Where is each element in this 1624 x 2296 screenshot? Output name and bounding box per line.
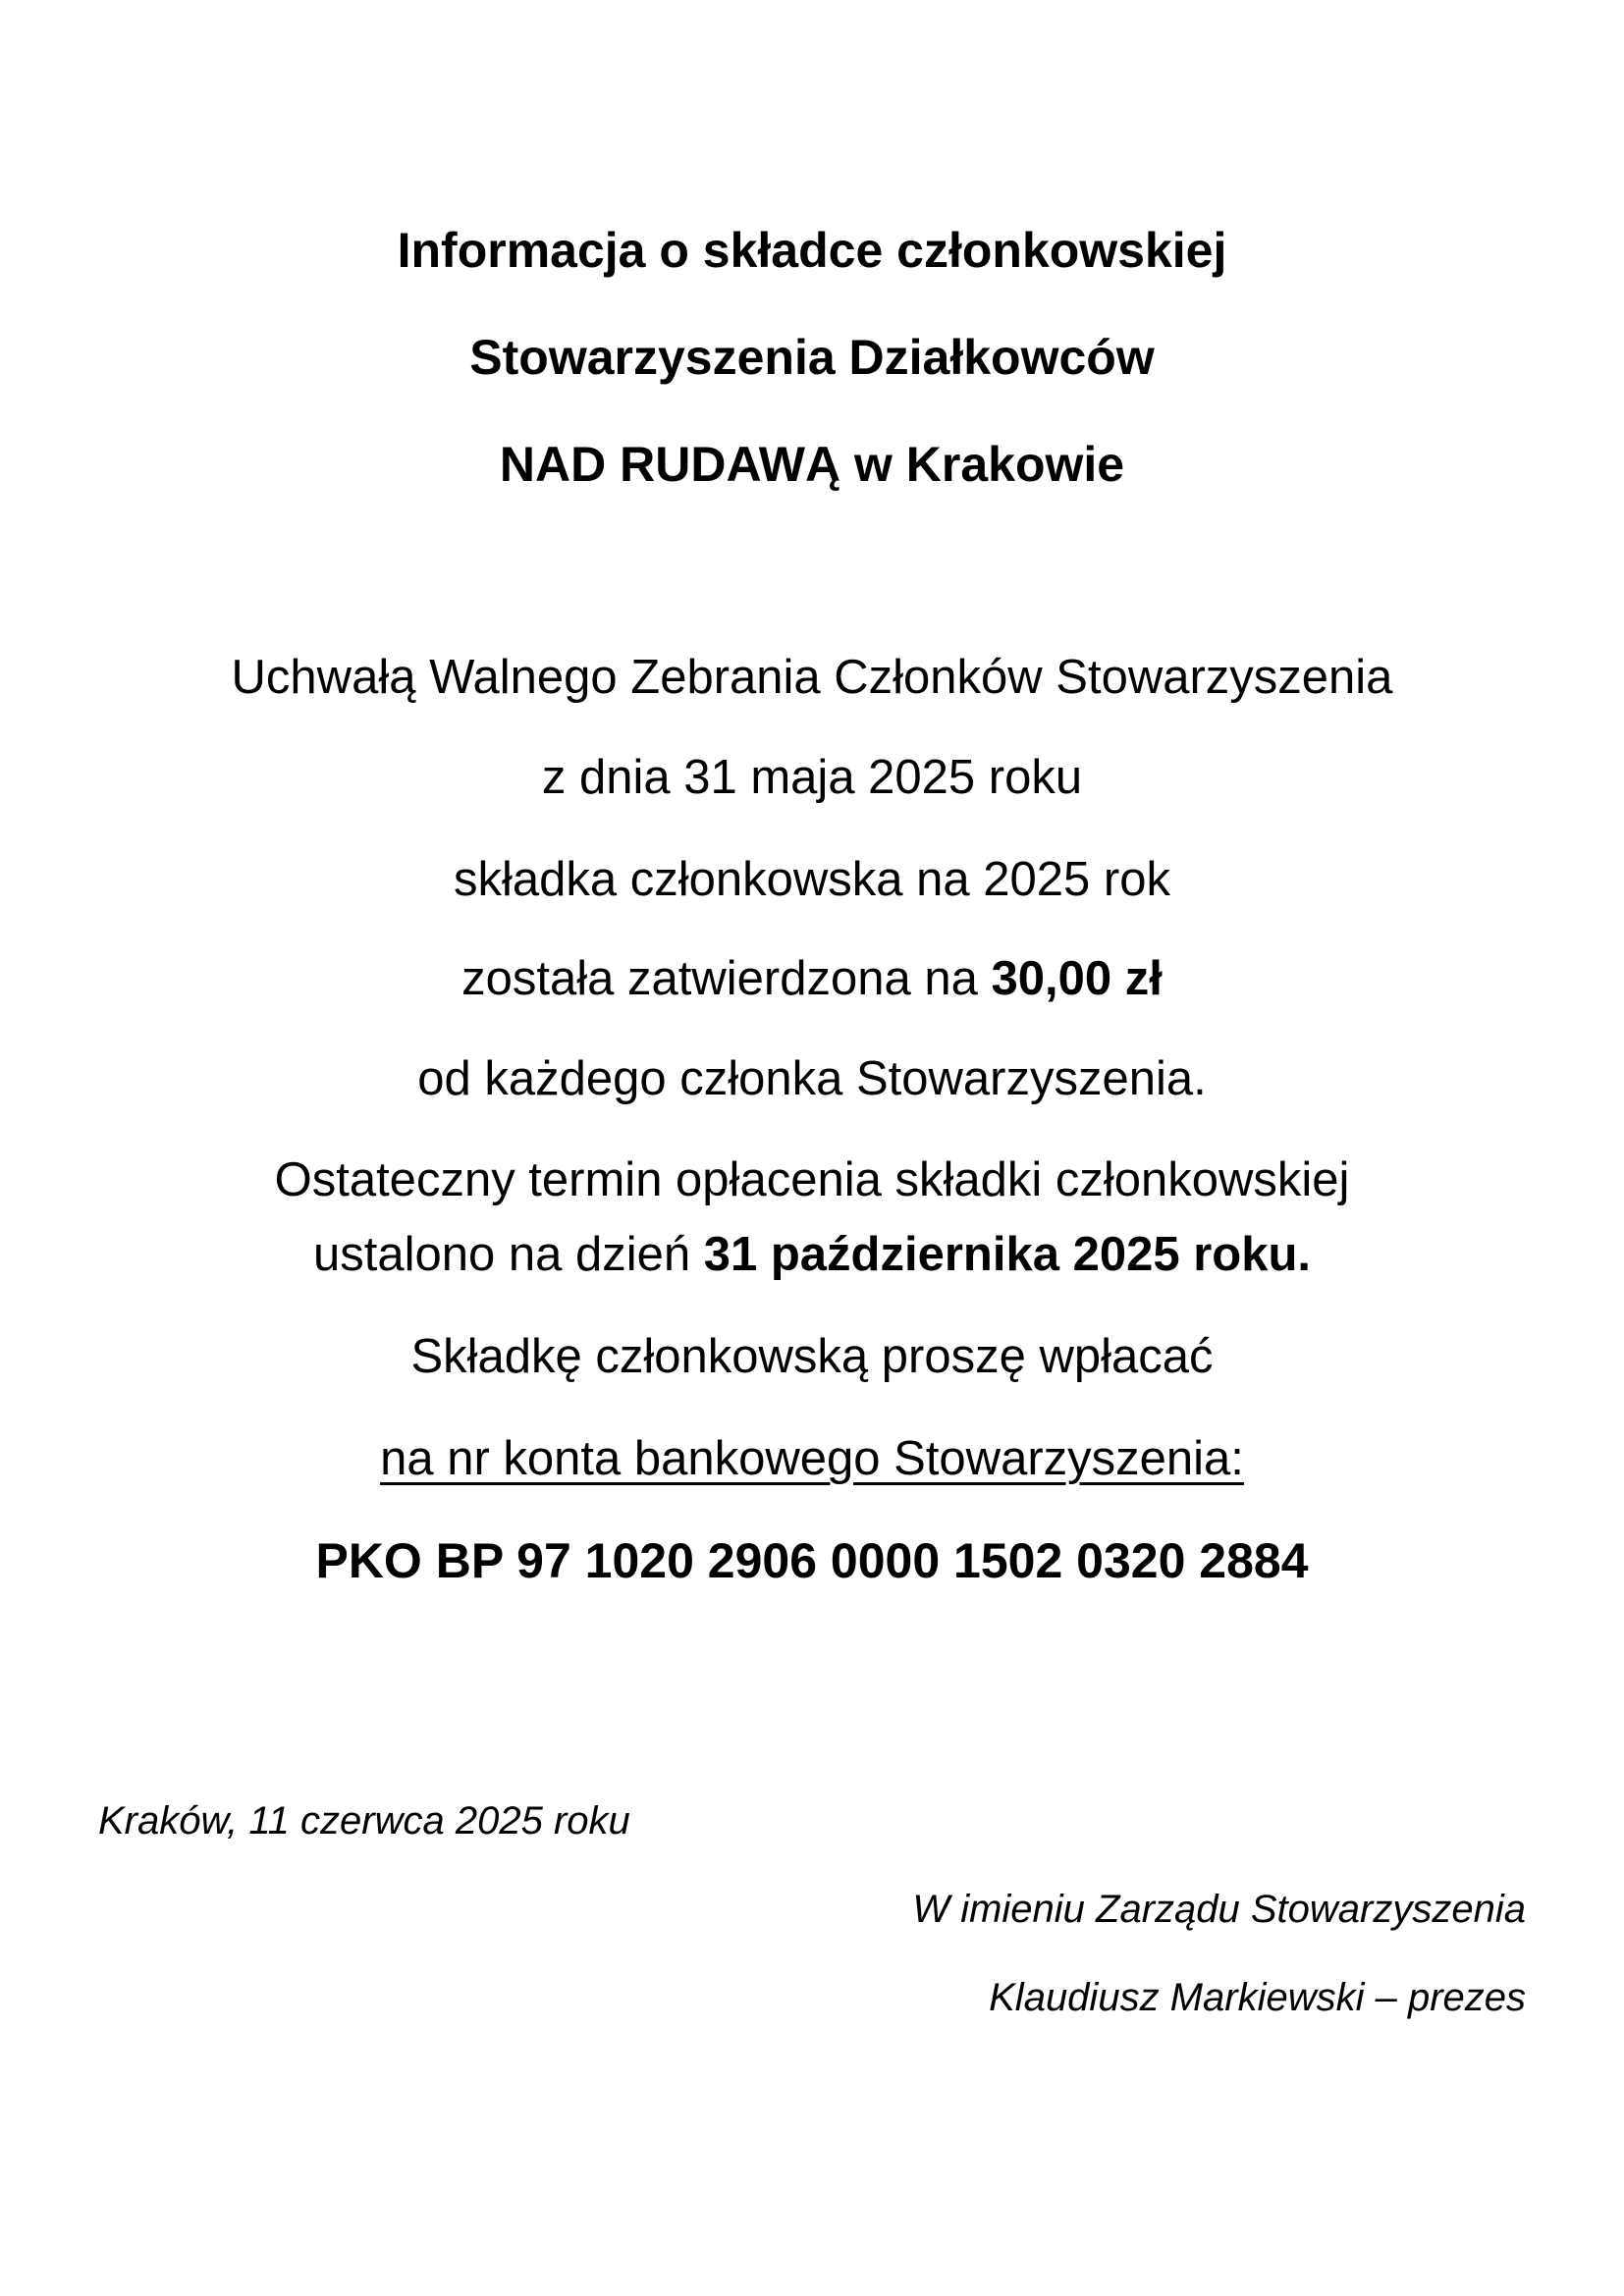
heading-line-1: Informacja o składce członkowskiej	[397, 223, 1227, 278]
signatory: Klaudiusz Markiewski – prezes	[989, 1976, 1526, 2019]
deadline-prefix: ustalono na dzień	[313, 1228, 704, 1281]
approved-prefix: została zatwierdzona na	[461, 952, 992, 1005]
place-and-date: Kraków, 11 czerwca 2025 roku	[98, 1799, 630, 1842]
body-line-account-intro	[0, 1429, 1624, 1488]
body-line-approved-amount	[0, 949, 1624, 1008]
heading-line-2: Stowarzyszenia Działkowców	[469, 330, 1155, 385]
heading-line-3: NAD RUDAWĄ w Krakowie	[499, 437, 1125, 492]
body-line-resolution: Uchwałą Walnego Zebrania Członków Stowarzyszenia	[231, 651, 1393, 704]
account-intro-text: na nr konta bankowego Stowarzyszenia:	[380, 1432, 1244, 1485]
body-line-per-member: od każdego członka Stowarzyszenia.	[417, 1052, 1207, 1105]
body-line-fee-year: składka członkowska na 2025 rok	[454, 853, 1170, 906]
body-line-deadline-intro: Ostateczny termin opłacenia składki członkowskiej	[274, 1153, 1350, 1206]
body-line-date: z dnia 31 maja 2025 roku	[541, 751, 1083, 804]
fee-amount: 30,00 zł	[991, 952, 1163, 1005]
body-line-payment-request: Składkę członkowską proszę wpłacać	[410, 1330, 1214, 1383]
on-behalf-of-board: W imieniu Zarządu Stowarzyszenia	[912, 1888, 1526, 1931]
bank-account-number: PKO BP 97 1020 2906 0000 1502 0320 2884	[315, 1533, 1309, 1588]
deadline-date: 31 października 2025 roku.	[703, 1228, 1311, 1281]
body-line-deadline	[0, 1225, 1624, 1284]
